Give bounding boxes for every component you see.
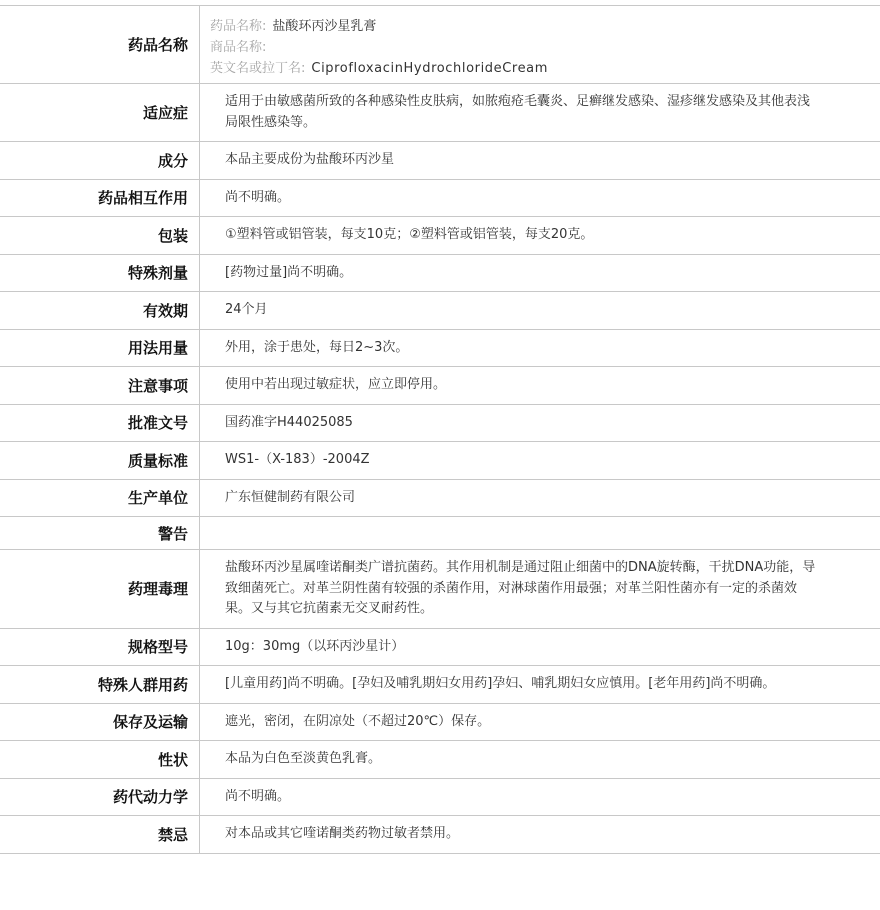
row-value: 遮光，密闭，在阴凉处（不超过20℃）保存。 xyxy=(225,713,491,729)
row-value: 对本品或其它喹诺酮类药物过敏者禁用。 xyxy=(225,826,460,841)
row-specification xyxy=(0,629,880,667)
row-value xyxy=(200,517,880,549)
row-interactions xyxy=(0,180,880,218)
row-value: [药物过量]尚不明确。 xyxy=(225,264,353,280)
row-value: 国药准字H44025085 xyxy=(225,414,353,430)
row-label: 生产单位 xyxy=(0,480,200,517)
row-label: 药品相互作用 xyxy=(0,180,200,217)
latin-name-value: CiprofloxacinHydrochlorideCream xyxy=(311,61,549,76)
row-label: 禁忌 xyxy=(0,816,200,853)
row-warning xyxy=(0,517,880,550)
drug-info-table xyxy=(0,5,880,854)
row-ingredients xyxy=(0,142,880,180)
row-contraindications xyxy=(0,816,880,854)
trade-name-line xyxy=(210,37,820,58)
row-label: 性状 xyxy=(0,741,200,778)
row-label: 警告 xyxy=(0,517,200,549)
row-storage xyxy=(0,704,880,742)
row-pharmacokinetics xyxy=(0,779,880,817)
row-value: [儿童用药]尚不明确。[孕妇及哺乳期妇女用药]孕妇、哺乳期妇女应慎用。[老年用药]尚不明确。 xyxy=(225,676,776,691)
row-indications xyxy=(0,84,880,142)
row-label: 药理毒理 xyxy=(0,550,200,628)
row-approval-number xyxy=(0,405,880,443)
row-quality-standard xyxy=(0,442,880,480)
row-label: 药品名称 xyxy=(0,6,200,83)
row-label: 质量标准 xyxy=(0,442,200,479)
row-value: 10g：30mg（以环丙沙星计） xyxy=(225,638,405,654)
row-pharmacology xyxy=(0,550,880,629)
row-value: ①塑料管或铝管装，每支10克；②塑料管或铝管装，每支20克。 xyxy=(225,227,594,242)
row-label: 规格型号 xyxy=(0,629,200,666)
row-shelf-life xyxy=(0,292,880,330)
trade-name-key: 商品名称: xyxy=(210,40,267,55)
generic-name-line xyxy=(210,16,820,37)
row-label: 特殊人群用药 xyxy=(0,666,200,703)
row-value: 使用中若出现过敏症状，应立即停用。 xyxy=(225,377,447,392)
row-label: 注意事项 xyxy=(0,367,200,404)
row-label: 批准文号 xyxy=(0,405,200,442)
row-drug-name xyxy=(0,6,880,84)
row-label: 保存及运输 xyxy=(0,704,200,741)
row-value: 24个月 xyxy=(225,302,268,317)
row-label: 药代动力学 xyxy=(0,779,200,816)
latin-name-line xyxy=(210,58,820,79)
generic-name-value: 盐酸环丙沙星乳膏 xyxy=(272,19,377,34)
row-special-populations xyxy=(0,666,880,704)
row-special-dosage xyxy=(0,255,880,293)
row-value: 尚不明确。 xyxy=(225,189,291,205)
row-appearance xyxy=(0,741,880,779)
generic-name-key: 药品名称: xyxy=(210,19,267,34)
name-cell xyxy=(200,6,880,83)
row-value: 尚不明确。 xyxy=(225,788,291,804)
row-label: 适应症 xyxy=(0,84,200,141)
row-value: 外用，涂于患处，每日2~3次。 xyxy=(225,339,409,355)
row-value: 广东恒健制药有限公司 xyxy=(225,489,356,505)
row-value: 盐酸环丙沙星属喹诺酮类广谱抗菌药。其作用机制是通过阻止细菌中的DNA旋转酶，干扰DNA功能，导致细菌死亡。对革兰阴性菌有较强的杀菌作用，对淋球菌作用最强；对革兰阳性菌亦有一定的杀菌效果。又与其它抗菌素无交叉耐药性。 xyxy=(225,560,816,616)
row-value: 本品为白色至淡黄色乳膏。 xyxy=(225,751,382,766)
latin-name-key: 英文名或拉丁名: xyxy=(210,61,306,76)
row-dosage xyxy=(0,330,880,368)
row-value: 本品主要成份为盐酸环丙沙星 xyxy=(225,152,395,167)
row-manufacturer xyxy=(0,480,880,518)
row-value: WS1-（X-183）-2004Z xyxy=(225,452,370,467)
row-label: 用法用量 xyxy=(0,330,200,367)
row-label: 成分 xyxy=(0,142,200,179)
row-label: 有效期 xyxy=(0,292,200,329)
row-label: 包装 xyxy=(0,217,200,254)
row-packaging xyxy=(0,217,880,255)
row-value: 适用于由敏感菌所致的各种感染性皮肤病，如脓疱疮毛囊炎、足癣继发感染、湿疹继发感染及其他表浅局限性感染等。 xyxy=(225,94,811,130)
row-label: 特殊剂量 xyxy=(0,255,200,292)
row-precautions xyxy=(0,367,880,405)
